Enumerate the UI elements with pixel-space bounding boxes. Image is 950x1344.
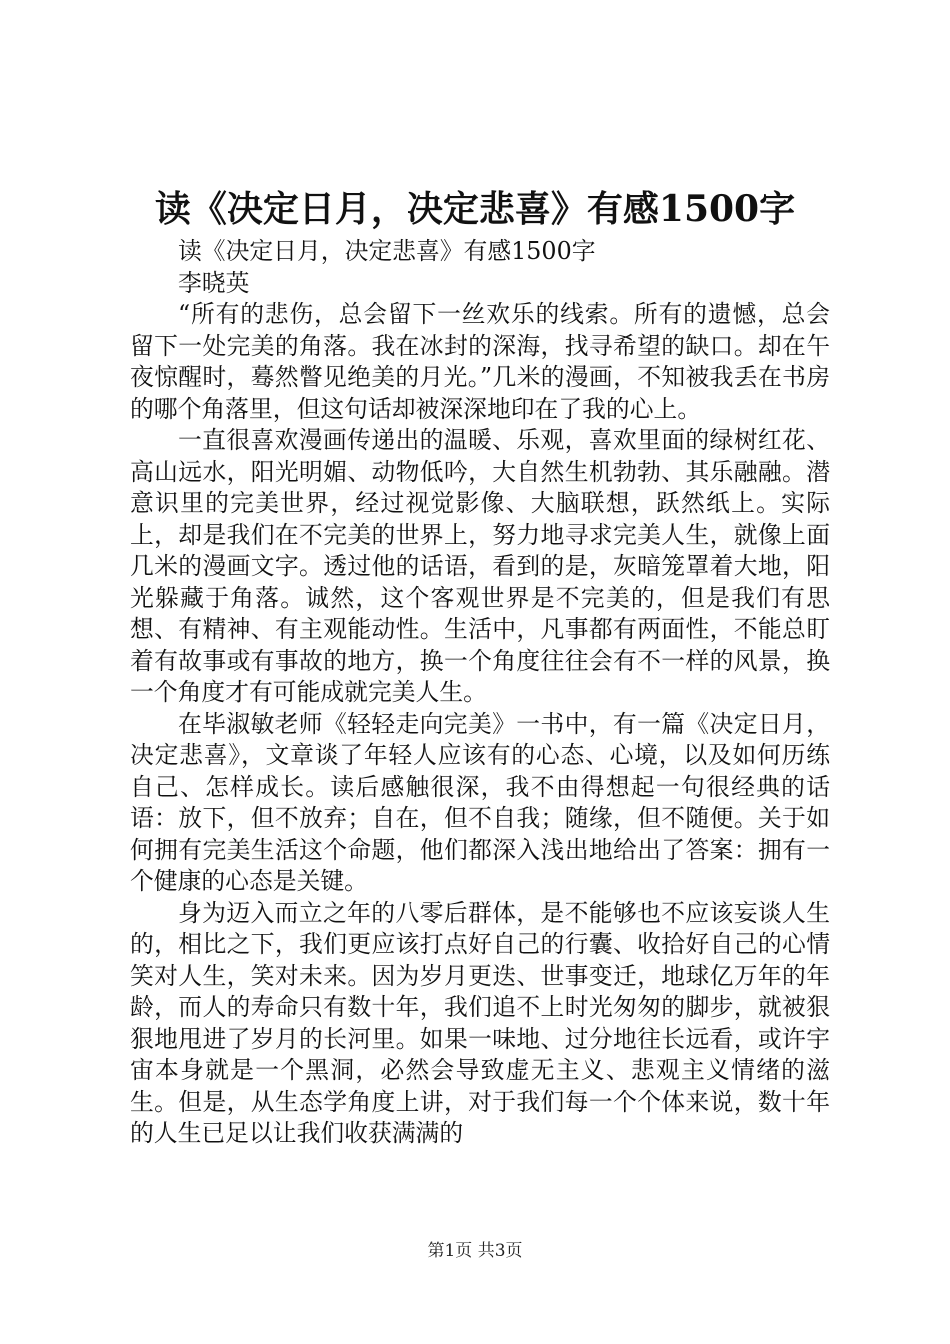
paragraph: “所有的悲伤，总会留下一丝欢乐的线索。所有的遗憾，总会留下一处完美的角落。我在冰封的深海，找寻希望的缺口。却在午夜惊醒时，蓦然瞥见绝美的月光。”几米的漫画，不知被我丢在书房的哪个角落里，但这句话却被深深地印在了我的心上。 (130, 300, 830, 423)
document-title: 读《决定日月，决定悲喜》有感1500字 (154, 188, 796, 230)
page-footer: 第1页 共3页 (427, 1241, 523, 1261)
paragraph: 在毕淑敏老师《轻轻走向完美》一书中，有一篇《决定日月，决定悲喜》，文章谈了年轻人应该有的心态、心境，以及如何历练自己、怎样成长。读后感触很深，我不由得想起一句很经典的话语：放下，但不放弃；自在，但不自我；随缘，但不随便。关于如何拥有完美生活这个命题，他们都深入浅出地给出了答案：拥有一个健康的心态是关键。 (130, 709, 830, 895)
document-subtitle: 读《决定日月，决定悲喜》有感1500字 (178, 237, 596, 265)
paragraph: 身为迈入而立之年的八零后群体，是不能够也不应该妄谈人生的，相比之下，我们更应该打点好自己的行囊、收拾好自己的心情笑对人生，笑对未来。因为岁月更迭、世事变迁，地球亿万年的年龄，而人的寿命只有数十年，我们追不上时光匆匆的脚步，就被狠狠地甩进了岁月的长河里。如果一味地、过分地往长远看，或许宇宙本身就是一个黑洞，必然会导致虚无主义、悲观主义情绪的滋生。但是，从生态学角度上讲，对于我们每一个个体来说，数十年的人生已足以让我们收获满满的 (130, 898, 830, 1147)
author-name: 李晓英 (178, 268, 250, 297)
document-body (130, 236, 830, 1150)
paragraph: 一直很喜欢漫画传递出的温暖、乐观，喜欢里面的绿树红花、高山远水，阳光明媚、动物低吟，大自然生机勃勃、其乐融融。潜意识里的完美世界，经过视觉影像、大脑联想，跃然纸上。实际上，却是我们在不完美的世界上，努力地寻求完美人生，就像上面几米的漫画文字。透过他的话语，看到的是，灰暗笼罩着大地，阳光躲藏于角落。诚然，这个客观世界是不完美的，但是我们有思想、有精神、有主观能动性。生活中，凡事都有两面性，不能总盯着有故事或有事故的地方，换一个角度往往会有不一样的风景，换一个角度才有可能成就完美人生。 (130, 426, 830, 706)
